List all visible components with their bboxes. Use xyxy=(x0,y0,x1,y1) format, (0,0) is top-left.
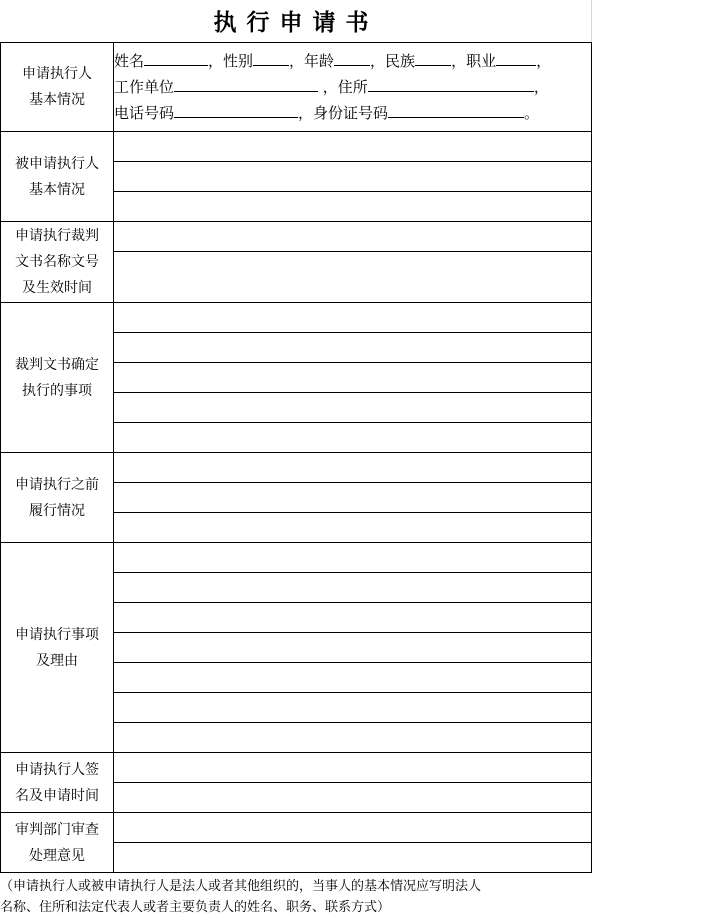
reasons-entry-line[interactable] xyxy=(114,723,592,753)
signature-entry-line[interactable] xyxy=(114,753,592,783)
job-label: ，职业 xyxy=(451,52,497,70)
applicant-info-line1 xyxy=(114,48,591,74)
applicant-info-line3 xyxy=(114,100,591,126)
review-label-line2: 处理意见 xyxy=(29,847,85,864)
judgment-doc-label-line1: 申请执行裁判 xyxy=(15,228,99,244)
enforcement-items-row xyxy=(1,303,592,333)
residence-blank[interactable] xyxy=(368,75,534,92)
reasons-entry-line[interactable] xyxy=(114,663,592,693)
reasons-entry-line[interactable] xyxy=(114,603,592,633)
enforcement-items-label-line2: 执行的事项 xyxy=(22,382,92,399)
prior-performance-entry-line[interactable] xyxy=(114,513,592,543)
employer-blank[interactable] xyxy=(174,75,318,92)
enforcement-items-entry-line[interactable] xyxy=(114,303,592,333)
footnote-line2: 名称、住所和法定代表人或者主要负责人的姓名、职务、联系方式） xyxy=(0,900,391,915)
signature-entry-line[interactable] xyxy=(114,783,592,813)
name-label: 姓名 xyxy=(114,52,145,70)
prior-performance-entry-line[interactable] xyxy=(114,453,592,483)
judgment-doc-label xyxy=(1,222,114,303)
review-label xyxy=(1,813,114,873)
footnote xyxy=(0,876,600,918)
review-entry-line[interactable] xyxy=(114,843,592,873)
judgment-doc-label-line2: 文书名称文号 xyxy=(15,254,99,270)
applicant-label xyxy=(1,43,114,132)
judgment-doc-label-line3: 及生效时间 xyxy=(22,280,92,296)
form-table xyxy=(0,42,592,873)
prior-performance-entry-line[interactable] xyxy=(114,483,592,513)
line3-end: 。 xyxy=(524,104,540,122)
respondent-label xyxy=(1,132,114,222)
prior-performance-row xyxy=(1,453,592,483)
enforcement-items-entry-line[interactable] xyxy=(114,363,592,393)
name-blank[interactable] xyxy=(144,49,208,66)
judgment-doc-row xyxy=(1,222,592,252)
applicant-info-line2 xyxy=(114,74,591,100)
id-number-label: ，身份证号码 xyxy=(298,104,389,122)
applicant-info-cell xyxy=(114,43,592,132)
respondent-row xyxy=(1,132,592,162)
respondent-label-line1: 被申请执行人 xyxy=(15,155,99,172)
employer-label: 工作单位 xyxy=(114,78,175,96)
respondent-entry-line[interactable] xyxy=(114,132,592,162)
reasons-entry-line[interactable] xyxy=(114,693,592,723)
age-label: ，年龄 xyxy=(289,52,335,70)
phone-label: 电话号码 xyxy=(114,104,175,122)
gender-label: ，性别 xyxy=(208,52,254,70)
age-blank[interactable] xyxy=(334,49,370,66)
review-row xyxy=(1,813,592,843)
enforcement-items-label xyxy=(1,303,114,453)
signature-label-line2: 名及申请时间 xyxy=(15,787,99,804)
review-entry-line[interactable] xyxy=(114,813,592,843)
signature-label xyxy=(1,753,114,813)
reasons-entry-line[interactable] xyxy=(114,543,592,573)
reasons-label-line2: 及理由 xyxy=(36,652,78,669)
prior-performance-label-line1: 申请执行之前 xyxy=(15,476,99,493)
form-title: 执行申请书 xyxy=(213,10,379,36)
applicant-label-line1: 申请执行人 xyxy=(22,66,92,82)
judgment-doc-entry-line[interactable] xyxy=(114,222,592,252)
residence-label: ，住所 xyxy=(322,78,368,96)
title-row xyxy=(0,0,592,42)
respondent-entry-line[interactable] xyxy=(114,162,592,192)
reasons-entry-line[interactable] xyxy=(114,573,592,603)
reasons-label xyxy=(1,543,114,753)
prior-performance-label xyxy=(1,453,114,543)
respondent-label-line2: 基本情况 xyxy=(29,181,85,198)
phone-blank[interactable] xyxy=(174,101,298,118)
job-blank[interactable] xyxy=(496,49,536,66)
ethnicity-label: ，民族 xyxy=(370,52,416,70)
line1-end: ， xyxy=(536,52,552,70)
id-number-blank[interactable] xyxy=(388,101,524,118)
enforcement-items-entry-line[interactable] xyxy=(114,333,592,363)
signature-label-line1: 申请执行人签 xyxy=(15,761,99,778)
footnote-line1: （申请执行人或被申请执行人是法人或者其他组织的，当事人的基本情况应写明法人 xyxy=(0,879,482,894)
gender-blank[interactable] xyxy=(253,49,289,66)
respondent-entry-line[interactable] xyxy=(114,192,592,222)
judgment-doc-entry-line[interactable] xyxy=(114,252,592,303)
reasons-entry-line[interactable] xyxy=(114,633,592,663)
signature-row xyxy=(1,753,592,783)
applicant-label-line2: 基本情况 xyxy=(29,92,85,108)
enforcement-items-entry-line[interactable] xyxy=(114,393,592,423)
review-label-line1: 审判部门审查 xyxy=(15,821,99,838)
ethnicity-blank[interactable] xyxy=(415,49,451,66)
prior-performance-label-line2: 履行情况 xyxy=(29,502,85,519)
line2-end: ， xyxy=(533,78,549,96)
reasons-label-line1: 申请执行事项 xyxy=(15,626,99,643)
enforcement-items-entry-line[interactable] xyxy=(114,423,592,453)
enforcement-items-label-line1: 裁判文书确定 xyxy=(15,356,99,373)
applicant-row xyxy=(1,43,592,132)
reasons-row xyxy=(1,543,592,573)
